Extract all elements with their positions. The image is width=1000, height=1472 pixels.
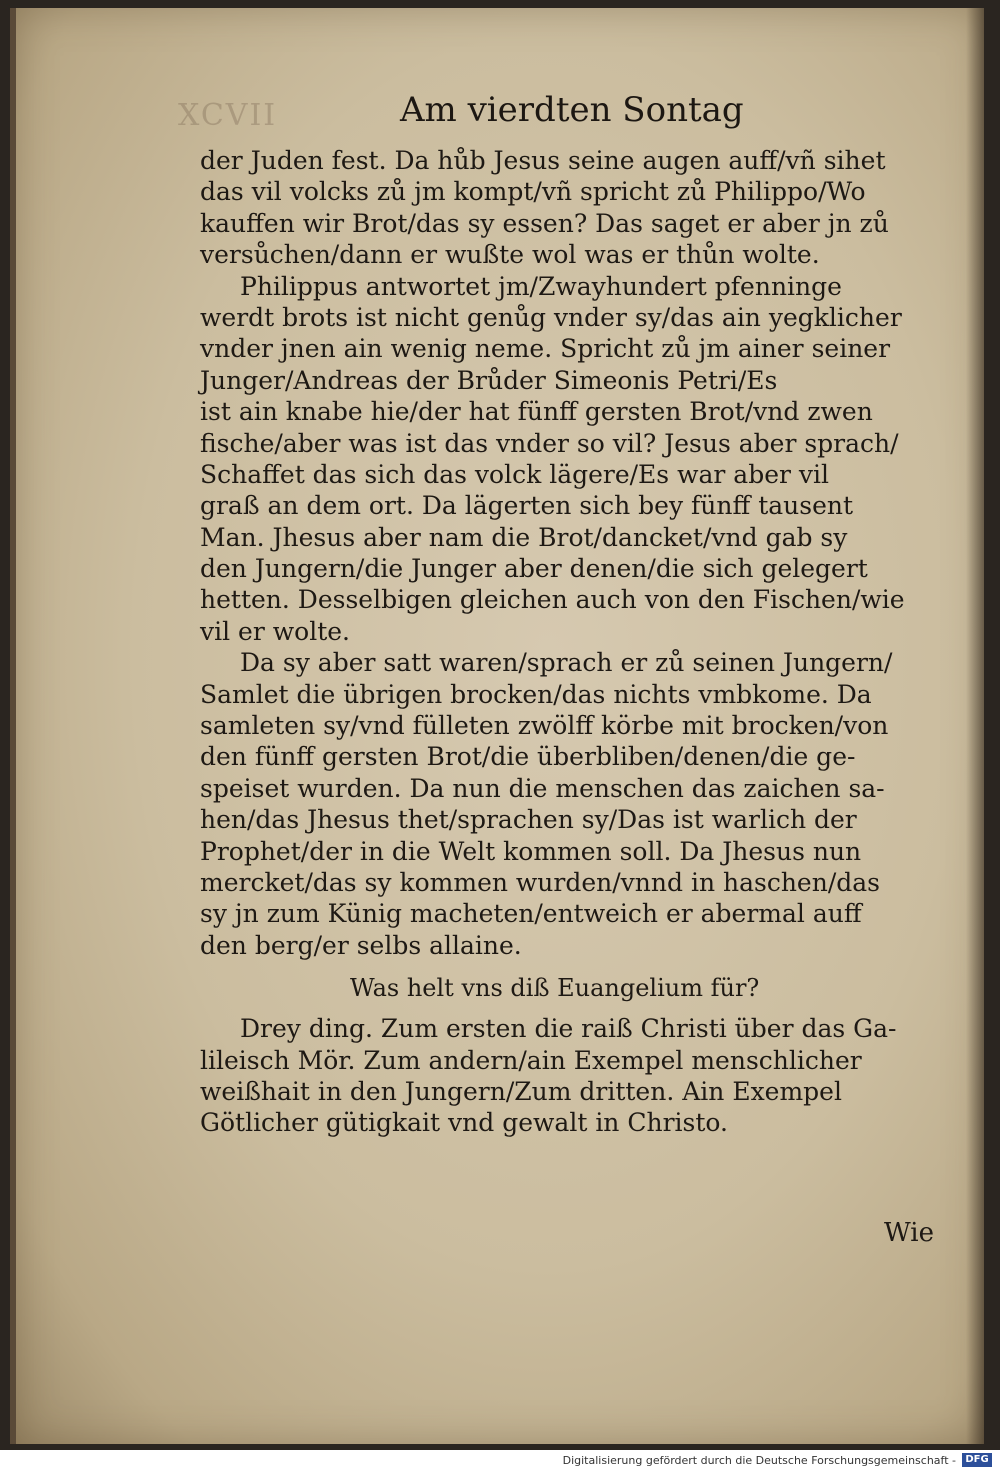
text-line: Götlicher gütigkait vnd gewalt in Christo.: [200, 1108, 728, 1138]
text-line: ist ain knabe hie/der hat fünff gersten Brot/vnd zwen: [200, 397, 873, 427]
text-line: vnder jnen ain wenig neme. Spricht zů jm ainer seiner: [200, 334, 891, 364]
text-line: lileisch Mör. Zum andern/ain Exempel menschlicher: [200, 1045, 862, 1075]
text-line: Prophet/der in die Welt kommen soll. Da Jhesus nun: [200, 836, 862, 866]
text-line: graß an dem ort. Da lägerten sich bey fünff tausent: [200, 491, 854, 521]
text-line: Samlet die übrigen brocken/das nichts vmbkome. Da: [200, 679, 872, 709]
text-line: versůchen/dann er wußte wol was er thůn wolte.: [200, 240, 820, 270]
text-line: sy jn zum Künig macheten/entweich er abermal auff: [200, 899, 862, 929]
text-block: [200, 145, 960, 1139]
text-line: hetten. Desselbigen gleichen auch von den Fischen/wie: [200, 585, 905, 615]
text-line: hen/das Jhesus thet/sprachen sy/Das ist warlich der: [200, 805, 857, 835]
text-line: den Jungern/die Junger aber denen/die sich gelegert: [200, 554, 868, 584]
text-line: den berg/er selbs allaine.: [200, 930, 522, 960]
section-heading: Was helt vns diß Euangelium für?: [350, 974, 760, 1003]
text-line: weißhait in den Jungern/Zum dritten. Ain Exempel: [200, 1076, 842, 1106]
text-line: fische/aber was ist das vnder so vil? Jesus aber sprach/: [200, 428, 899, 458]
text-line: Drey ding. Zum ersten die raiß Christi über das Ga-: [240, 1014, 897, 1044]
dfg-logo: DFG: [962, 1453, 992, 1467]
text-line: speiset wurden. Da nun die menschen das zaichen sa-: [200, 773, 885, 803]
page-gutter-shadow: [966, 8, 984, 1444]
text-line: kauffen wir Brot/das sy essen? Das saget er aber jn zů: [200, 208, 889, 238]
text-line: mercket/das sy kommen wurden/vnnd in haschen/das: [200, 867, 880, 897]
text-line: der Juden fest. Da hůb Jesus seine augen auff/vñ sihet: [200, 146, 886, 175]
running-head: Am vierdten Sontag: [400, 90, 744, 130]
text-line: Da sy aber satt waren/sprach er zů seinen Jungern/: [240, 648, 893, 678]
catchword: Wie: [884, 1218, 934, 1248]
text-line: Schaffet das sich das volck lägere/Es war aber vil: [200, 459, 830, 489]
show-through-folio: XCVII: [178, 98, 278, 133]
text-line: samleten sy/vnd fülleten zwölff körbe mit brocken/von: [200, 711, 889, 741]
text-line: Man. Jhesus aber nam die Brot/dancket/vnd gab sy: [200, 522, 848, 552]
text-line: Philippus antwortet jm/Zwayhundert pfenninge: [240, 271, 842, 301]
text-line: das vil volcks zů jm kompt/vñ spricht zů Philippo/Wo: [200, 177, 866, 207]
text-line: vil er wolte.: [200, 616, 350, 646]
text-line: den fünff gersten Brot/die überbliben/denen/die ge-: [200, 742, 856, 772]
text-line: Junger/Andreas der Brůder Simeonis Petri/Es: [200, 365, 778, 395]
text-line: werdt brots ist nicht genůg vnder sy/das ain yegklicher: [200, 302, 902, 332]
footer-credit: Digitalisierung gefördert durch die Deutsche Forschungsgemeinschaft -: [562, 1454, 956, 1467]
